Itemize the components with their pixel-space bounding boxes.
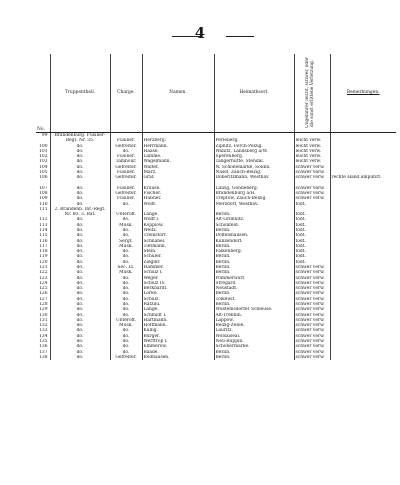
cell-nr: 116 xyxy=(39,238,48,244)
cell-nr: 135 xyxy=(39,338,48,344)
cell-charge: do. xyxy=(110,202,142,207)
cell-charge: Sec. Lt. xyxy=(110,265,142,270)
cell-charge: do. xyxy=(110,286,142,291)
cell-charge: Füsilier. xyxy=(110,154,142,159)
cell-charge: do. xyxy=(110,217,142,222)
cell-charge: Unteroff. xyxy=(110,212,142,217)
cell-nr: 117 xyxy=(39,243,48,249)
cell-heimathsort: Tolkewit. xyxy=(214,297,294,302)
cell-heimathsort: Stregard. xyxy=(214,281,294,286)
cell-name: Wagelmann. xyxy=(142,159,214,164)
cell-nr: 106 xyxy=(39,175,48,181)
cell-nr: 107 xyxy=(39,185,48,191)
cell-nr: 131 xyxy=(39,317,48,323)
cell-nr: 110 xyxy=(39,201,48,207)
cell-name: Ziegler. xyxy=(142,260,214,265)
cell-nr: 136 xyxy=(39,344,48,350)
cell-heimathsort: Näsel, Zauch-Belzig. xyxy=(214,170,294,175)
cell-verwundung: schwer verw. xyxy=(294,328,330,333)
cell-truppentheil: do. xyxy=(50,350,110,355)
cell-nr: 127 xyxy=(39,296,48,302)
cell-truppentheil: do. xyxy=(50,170,110,175)
cell-nr: 126 xyxy=(39,291,48,297)
cell-heimathsort: Berlin. xyxy=(214,270,294,275)
cell-truppentheil: do. xyxy=(50,249,110,254)
cell-name: Krause. xyxy=(142,186,214,191)
cell-name: Bodhausen. xyxy=(142,355,214,360)
cell-nr: 123 xyxy=(39,275,48,281)
cell-heimathsort: N. Schönemarke, Soldin. xyxy=(214,165,294,170)
cell-name: Emmerow. xyxy=(142,344,214,349)
cell-truppentheil: do. xyxy=(50,175,110,180)
cell-verwundung: todt. xyxy=(294,223,330,228)
cell-charge: do. xyxy=(110,302,142,307)
cell-truppentheil: do. xyxy=(50,149,110,154)
header-bemerkungen-text: Bemerkungen. xyxy=(346,90,380,96)
cell-verwundung: leicht verw. xyxy=(294,138,330,143)
cell-heimathsort: Kunzendorf. xyxy=(214,239,294,244)
cell-nr: 112 xyxy=(39,217,48,223)
cell-verwundung: schwer verw. xyxy=(294,191,330,196)
cell-verwundung: leicht verw. xyxy=(294,159,330,164)
cell-heimathsort: Wanitz, Landsberg a/W. xyxy=(214,149,294,154)
cell-nr: 125 xyxy=(39,286,48,292)
cell-name: Wolff I. xyxy=(142,217,214,222)
cell-verwundung: todt. xyxy=(294,244,330,249)
cell-charge: do. xyxy=(110,328,142,333)
cell-truppentheil: do. xyxy=(50,339,110,344)
cell-verwundung: todt. xyxy=(294,202,330,207)
cell-heimathsort: Belzig-Zehle. xyxy=(214,323,294,328)
cell-truppentheil: do. xyxy=(50,239,110,244)
cell-verwundung: schwer verw. xyxy=(294,281,330,286)
header-charge: Charge. xyxy=(110,54,142,133)
cell-name: Hübner. xyxy=(142,196,214,201)
cell-name: Fischer. xyxy=(142,191,214,196)
cell-verwundung: schwer verw. xyxy=(294,170,330,175)
cell-verwundung: leicht verw. xyxy=(294,154,330,159)
cell-verwundung: schwer verw. xyxy=(294,186,330,191)
cell-name: Werftrop I. xyxy=(142,339,214,344)
table-header-row xyxy=(36,54,396,133)
cell-heimathsort: Sperenberg. xyxy=(214,154,294,159)
cell-verwundung: schwer verw. xyxy=(294,291,330,296)
cell-name: Baade. xyxy=(142,350,214,355)
cell-verwundung: todt. xyxy=(294,249,330,254)
cell-verwundung: schwer verw. xyxy=(294,318,330,323)
cell-name: Walter. xyxy=(142,165,214,170)
cell-heimathsort: Brandenburg a/H. xyxy=(214,191,294,196)
cell-charge: do. xyxy=(110,291,142,296)
cell-charge: do. xyxy=(110,334,142,339)
cell-verwundung: schwer verw. xyxy=(294,313,330,318)
cell-nr: 102 xyxy=(39,154,48,160)
cell-heimathsort: Falkenberg. xyxy=(214,249,294,254)
cell-name: Hartmann. xyxy=(142,318,214,323)
cell-truppentheil: do. xyxy=(50,202,110,207)
cell-verwundung: schwer verw. xyxy=(294,276,330,281)
page-number-rule-right xyxy=(226,36,254,37)
cell-truppentheil: do. xyxy=(50,244,110,249)
cell-name: Hoffmann. xyxy=(142,323,214,328)
cell-name: Haase. xyxy=(142,149,214,154)
cell-truppentheil: do. xyxy=(50,154,110,159)
table-body xyxy=(36,133,396,361)
cell-charge: do. xyxy=(110,260,142,265)
cell-nr: 104 xyxy=(39,164,48,170)
cell-verwundung: todt. xyxy=(294,233,330,238)
cell-nr: 99 xyxy=(41,133,48,138)
cell-heimathsort: Neustadt. xyxy=(214,286,294,291)
header-truppentheil: Truppentheil. xyxy=(50,54,110,133)
cell-nr: 105 xyxy=(39,169,48,175)
cell-nr: 111 xyxy=(39,206,48,212)
cell-nr: 133 xyxy=(39,328,48,334)
cell-heimathsort: Treptow, Zauch-Belzig. xyxy=(214,196,294,201)
cell-nr: 134 xyxy=(39,333,48,339)
cell-charge: do. xyxy=(110,297,142,302)
cell-name: Schulz. xyxy=(142,297,214,302)
cell-verwundung: schwer verw. xyxy=(294,339,330,344)
cell-verwundung: leicht verw. xyxy=(294,149,330,154)
cell-verwundung: schwer verw. xyxy=(294,286,330,291)
cell-name: Hammer. xyxy=(142,265,214,270)
cell-heimathsort: Berlin. xyxy=(214,244,294,249)
cell-verwundung: schwer verw. xyxy=(294,265,330,270)
cell-charge: do. xyxy=(110,307,142,312)
cell-nr: 128 xyxy=(39,301,48,307)
cell-charge: Füsilier. xyxy=(110,186,142,191)
cell-verwundung: schwer verw. xyxy=(294,307,330,312)
cell-nr: 138 xyxy=(39,354,48,360)
cell-truppentheil: do. xyxy=(50,191,110,196)
cell-heimathsort: Neu-Ruppin. xyxy=(214,339,294,344)
cell-truppentheil: do. xyxy=(50,291,110,296)
cell-name: Lange. xyxy=(142,212,214,217)
cell-charge: Gefreiter. xyxy=(110,191,142,196)
header-namen: Namen. xyxy=(142,54,214,133)
cell-truppentheil: do. xyxy=(50,323,110,328)
cell-heimathsort: Berlin. xyxy=(214,212,294,217)
cell-charge: do. xyxy=(110,149,142,154)
cell-nr: 122 xyxy=(39,270,48,276)
cell-truppentheil: do. xyxy=(50,165,110,170)
cell-heimathsort: Schönermärke. xyxy=(214,344,294,349)
cell-verwundung: schwer verw. xyxy=(294,350,330,355)
cell-name: Stein. xyxy=(142,249,214,254)
cell-truppentheil: do. xyxy=(50,233,110,238)
cell-name: Herrmann. xyxy=(142,144,214,149)
cell-truppentheil: Brandenburg. Füsilier- xyxy=(50,133,110,139)
cell-charge: Musk. xyxy=(110,323,142,328)
cell-nr: 137 xyxy=(39,349,48,355)
cell-heimathsort: Pommerwarf. xyxy=(214,276,294,281)
cell-verwundung: todt. xyxy=(294,254,330,259)
cell-charge: do. xyxy=(110,249,142,254)
cell-nr: 113 xyxy=(39,222,48,228)
cell-name: Kullig. xyxy=(142,328,214,333)
cell-charge: Sergt. xyxy=(110,239,142,244)
cell-heimathsort: Berlin. xyxy=(214,265,294,270)
header-heimathsort: Heimathsort. xyxy=(214,54,294,133)
cell-heimathsort: Schönfeld. xyxy=(214,223,294,228)
cell-charge: do. xyxy=(110,228,142,233)
cell-nr: 118 xyxy=(39,249,48,255)
cell-nr: 109 xyxy=(39,196,48,202)
cell-name: Herzberg. xyxy=(142,138,214,143)
cell-bemerkungen: rechte Hand amputirt. xyxy=(330,175,396,180)
cell-truppentheil: do. xyxy=(50,217,110,222)
cell-nr: 121 xyxy=(39,265,48,271)
cell-heimathsort: Merzdorf, Westhav. xyxy=(214,202,294,207)
cell-verwundung: todt. xyxy=(294,217,330,222)
cell-truppentheil: do. xyxy=(50,302,110,307)
cell-name: Treinstorf. xyxy=(142,233,214,238)
cell-verwundung: todt. xyxy=(294,212,330,217)
cell-name: Schnabel. xyxy=(142,239,214,244)
cell-name: Tietmann. xyxy=(142,244,214,249)
cell-charge: Füsilier. xyxy=(110,138,142,143)
cell-charge: Tambour. xyxy=(110,159,142,164)
cell-verwundung: schwer verw. xyxy=(294,334,330,339)
cell-verwundung: schwer verw. xyxy=(294,344,330,349)
cell-truppentheil: do. xyxy=(50,355,110,360)
header-verwundung-text: Ungefährer leicht, schwer, oder die sonst erlittene Verletzung. xyxy=(305,57,315,129)
cell-charge: Musk. xyxy=(110,244,142,249)
cell-charge: Musk. xyxy=(110,270,142,275)
cell-verwundung: schwer verw. xyxy=(294,165,330,170)
casualty-table xyxy=(36,54,396,360)
cell-name: Schulz IV. xyxy=(142,281,214,286)
cell-truppentheil: Regt. Nr. 35. xyxy=(50,138,110,143)
cell-verwundung: todt. xyxy=(294,239,330,244)
cell-truppentheil: 2. Brandenb. Inf.-Regt. xyxy=(50,207,110,212)
cell-verwundung: todt. xyxy=(294,228,330,233)
cell-heimathsort: Perleberg. xyxy=(214,138,294,143)
cell-name: Weger. xyxy=(142,276,214,281)
cell-charge: do. xyxy=(110,339,142,344)
cell-truppentheil: do. xyxy=(50,228,110,233)
cell-charge: do. xyxy=(110,281,142,286)
cell-truppentheil: do. xyxy=(50,297,110,302)
cell-heimathsort: Linzig, Gohneberg. xyxy=(214,186,294,191)
cell-verwundung: todt. xyxy=(294,260,330,265)
cell-heimathsort: Döberitzmann, Westhav. xyxy=(214,175,294,180)
cell-name: Lamme. xyxy=(142,154,214,159)
cell-verwundung: schwer verw. xyxy=(294,302,330,307)
cell-heimathsort: Berlin. xyxy=(214,291,294,296)
cell-truppentheil: do. xyxy=(50,223,110,228)
cell-nr: 108 xyxy=(39,191,48,197)
cell-truppentheil: do. xyxy=(50,281,110,286)
cell-name: Bürger. xyxy=(142,334,214,339)
cell-charge: Füsilier. xyxy=(110,170,142,175)
cell-charge: Musk. xyxy=(110,223,142,228)
cell-heimathsort: Alt-Grimnitz. xyxy=(214,217,294,222)
cell-heimathsort: Berlin. xyxy=(214,302,294,307)
cell-truppentheil: do. xyxy=(50,328,110,333)
cell-truppentheil: do. xyxy=(50,270,110,275)
cell-name: Berkhardt. xyxy=(142,286,214,291)
cell-charge: do. xyxy=(110,344,142,349)
cell-verwundung: schwer verw. xyxy=(294,355,330,360)
cell-name: Graf. xyxy=(142,175,214,180)
cell-verwundung: schwer verw. xyxy=(294,175,330,180)
cell-name: Weitz. xyxy=(142,228,214,233)
cell-verwundung: schwer verw. xyxy=(294,196,330,201)
header-nr: No. xyxy=(36,54,50,133)
cell-nr: 100 xyxy=(39,143,48,149)
cell-charge: Unteroff. xyxy=(110,318,142,323)
cell-truppentheil: do. xyxy=(50,307,110,312)
cell-truppentheil: do. xyxy=(50,334,110,339)
cell-name: Schmidt I. xyxy=(142,313,214,318)
cell-truppentheil: do. xyxy=(50,265,110,270)
cell-nr: 130 xyxy=(39,312,48,318)
cell-truppentheil: do. xyxy=(50,186,110,191)
cell-name: Ratzau. xyxy=(142,302,214,307)
cell-nr: 124 xyxy=(39,280,48,286)
cell-charge: Gefreiter. xyxy=(110,355,142,360)
cell-charge: do. xyxy=(110,254,142,259)
cell-name: Kopplow. xyxy=(142,223,214,228)
cell-charge: do. xyxy=(110,313,142,318)
cell-truppentheil: do. xyxy=(50,159,110,164)
cell-charge: do. xyxy=(110,233,142,238)
cell-nr: 119 xyxy=(39,254,48,260)
cell-verwundung: schwer verw. xyxy=(294,270,330,275)
cell-truppentheil: do. xyxy=(50,254,110,259)
header-bemerkungen xyxy=(330,54,396,133)
cell-name: Marz. xyxy=(142,170,214,175)
cell-verwundung: schwer verw. xyxy=(294,323,330,328)
cell-truppentheil: do. xyxy=(50,344,110,349)
cell-charge: Gefreiter. xyxy=(110,144,142,149)
cell-name: Lange. xyxy=(142,307,214,312)
cell-nr: 103 xyxy=(39,159,48,165)
cell-heimathsort: Tangerhütte, Stendal. xyxy=(214,159,294,164)
cell-heimathsort: Berlin. xyxy=(214,228,294,233)
cell-heimathsort: Lauritz. xyxy=(214,328,294,333)
cell-verwundung: schwer verw. xyxy=(294,297,330,302)
page-number: 4 xyxy=(194,24,206,42)
cell-heimathsort: Berlin. xyxy=(214,355,294,360)
cell-truppentheil: do. xyxy=(50,286,110,291)
cell-nr: 120 xyxy=(39,259,48,265)
cell-name: Schüler. xyxy=(142,254,214,259)
cell-verwundung: leicht verw. xyxy=(294,144,330,149)
cell-charge: Gefreiter. xyxy=(110,175,142,180)
table-row xyxy=(36,355,396,360)
cell-name: Lorke. xyxy=(142,291,214,296)
cell-truppentheil: do. xyxy=(50,318,110,323)
cell-nr: 114 xyxy=(39,228,48,234)
cell-heimathsort: Berlin. xyxy=(214,260,294,265)
cell-truppentheil: do. xyxy=(50,196,110,201)
cell-heimathsort: Berlin. xyxy=(214,350,294,355)
cell-heimathsort: Lappow. xyxy=(214,318,294,323)
cell-charge: do. xyxy=(110,350,142,355)
cell-truppentheil: do. xyxy=(50,313,110,318)
cell-truppentheil: do. xyxy=(50,276,110,281)
cell-nr: 101 xyxy=(39,148,48,154)
cell-heimathsort: Zipnitz, Forch-Pelzig. xyxy=(214,144,294,149)
header-verwundung xyxy=(294,54,330,133)
cell-charge: Füsilier. xyxy=(110,196,142,201)
cell-heimathsort: Doffelshausen. xyxy=(214,233,294,238)
cell-nr: 132 xyxy=(39,323,48,329)
cell-name: Schulz I. xyxy=(142,270,214,275)
cell-truppentheil: Nr. 60. 3. Bat. xyxy=(50,212,110,217)
cell-heimathsort: Wüstemsdorfer Schleuse. xyxy=(214,307,294,312)
cell-truppentheil: do. xyxy=(50,260,110,265)
cell-heimathsort: Berlin. xyxy=(214,254,294,259)
cell-name: Wolff. xyxy=(142,202,214,207)
cell-nr: 115 xyxy=(39,233,48,239)
cell-bemerkungen xyxy=(330,355,396,360)
cell-heimathsort: Wolsaiseal. xyxy=(214,334,294,339)
cell-charge: do. xyxy=(110,276,142,281)
cell-nr: 129 xyxy=(39,307,48,313)
cell-heimathsort: Alt-Trebbin. xyxy=(214,313,294,318)
cell-charge: Gefreiter. xyxy=(110,165,142,170)
cell-truppentheil: do. xyxy=(50,144,110,149)
